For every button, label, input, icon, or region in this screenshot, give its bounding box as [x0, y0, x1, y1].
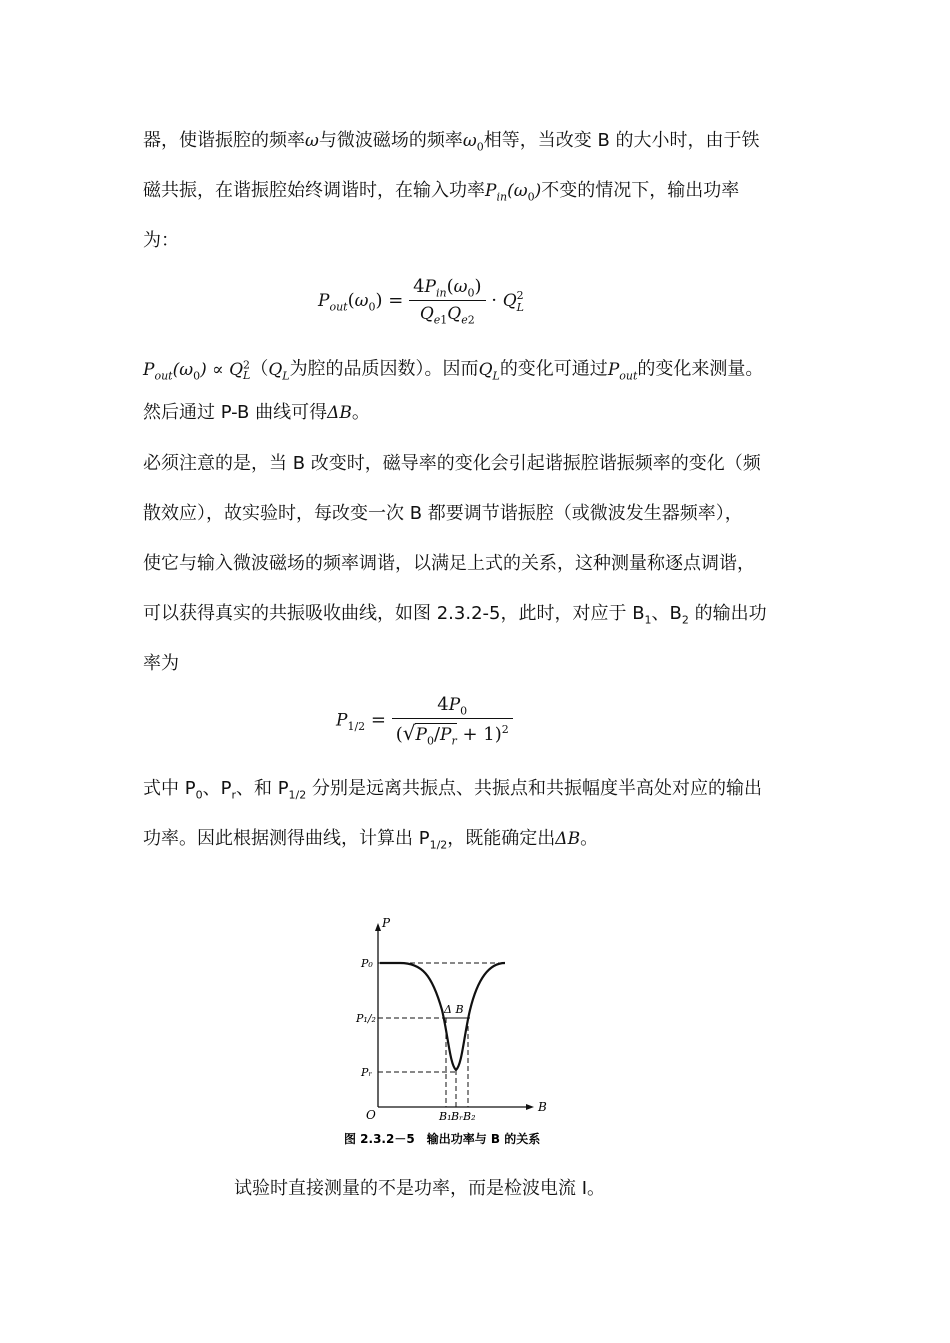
paragraph-3-line-3: 使它与输入微波磁场的频率调谐，以满足上式的关系，这种测量称逐点调谐， [143, 553, 755, 574]
text-span: 器，使谐振腔的频率 [143, 130, 305, 151]
paragraph-1-line-1 [143, 128, 813, 160]
text-span: 功率。因此根据测得曲线，计算出 P [143, 828, 430, 849]
text-span: 然后通过 P-B 曲线可得 [143, 402, 328, 423]
text-span: 的变化来测量。 [637, 358, 764, 380]
text-span: 。 [351, 402, 370, 423]
b1-label: B₁ [439, 1110, 452, 1123]
text-span: 不变的情况下，输出功率 [541, 180, 740, 201]
figure-caption: 图 2.3.2－5 输出功率与 B 的关系 [344, 1132, 541, 1146]
resonance-curve-plot [340, 915, 580, 1150]
delta-b-symbol: ΔB [555, 829, 581, 849]
y-axis-arrow [375, 923, 381, 931]
pr-label: Pᵣ [361, 1066, 373, 1079]
p0-label: P₀ [361, 957, 373, 970]
paragraph-4-line-2: 功率。因此根据测得曲线，计算出 $P_{1/2}$，既能确定出ΔB。 [143, 828, 599, 852]
text-span: 磁共振，在谐振腔始终调谐时，在输入功率 [143, 180, 485, 201]
paragraph-3-line-4: 可以获得真实的共振吸收曲线，如图 2.3.2-5，此时，对应于 $B_1$、$B_2$ 的输出功 [143, 603, 767, 627]
phalf-label: P₁/₂ [356, 1012, 376, 1025]
equation-pout: $P_{out}(\omega_0)$ = $\frac{4P_{in}(\omega_0)}{Q_{e1}Q_{e2}}$ · $Q^2_L$ [318, 276, 524, 327]
closing-line: 试验时直接测量的不是功率，而是检波电流 I。 [234, 1178, 606, 1199]
text-span: （ [250, 358, 269, 380]
ql-symbol: $Q_L$ [268, 359, 290, 383]
text-span: 、和 P [235, 778, 289, 799]
paragraph-3-line-1: 必须注意的是，当 B 改变时，磁导率的变化会引起谐振腔谐振频率的变化（频 [143, 453, 761, 474]
paragraph-1-line-3 [143, 228, 813, 254]
paragraph-2-line-2 [143, 400, 813, 426]
text-span: ，既能确定出 [447, 828, 556, 849]
paragraph-4-line-1: 式中 $P_0$、$P_r$、和 $P_{1/2}$ 分别是远离共振点、共振点和共振幅度半高处对应的输出 [143, 778, 762, 802]
text-span: 可以获得真实的共振吸收曲线，如图 2.3.2-5，此时，对应于 B [143, 603, 645, 624]
pout-symbol: $P_{out}$ [607, 359, 638, 383]
text-span: 、P [202, 778, 232, 799]
paragraph-3-line-2: 散效应），故实验时，每改变一次 B 都要调节谐振腔（或微波发生器频率）， [143, 503, 743, 524]
equation-p-half: $P_{1/2}$ = $\frac{4P_0}{(√P_0/P_r + 1)^2}$ [336, 694, 513, 747]
x-axis-label: B [538, 1100, 547, 1114]
text-span: 的变化可通过 [499, 358, 608, 380]
text-span: 的输出功 [688, 603, 767, 624]
text-span: 分别是远离共振点、共振点和共振幅度半高处对应的输出 [306, 778, 762, 799]
ql-symbol: $Q_L$ [478, 359, 500, 383]
text-span: 。 [580, 828, 599, 849]
text-span: 、B [651, 603, 682, 624]
omega-symbol: ω [305, 131, 319, 151]
x-axis-arrow [526, 1104, 534, 1110]
pin-symbol: $P_{in}(\omega_0)$ [485, 181, 542, 204]
b2-label: B₂ [463, 1110, 476, 1123]
omega0-symbol: $\omega_0$ [462, 131, 484, 154]
text-span: 与微波磁场的频率 [318, 130, 463, 151]
pout-symbol: $P_{out}(\omega_0) \propto Q^2_L$ [143, 358, 251, 383]
paragraph-2-line-1 [143, 352, 813, 389]
paragraph-3-line-5: 率为 [143, 653, 179, 674]
figure-power-vs-b [340, 915, 580, 1154]
text-span: 式中 P [143, 778, 196, 799]
text-span: 相等，当改变 B 的大小时，由于铁 [483, 130, 760, 151]
text-span: 为腔的品质因数）。因而 [289, 358, 479, 380]
delta-b-label: Δ B [444, 1003, 464, 1016]
origin-label: O [366, 1108, 376, 1122]
paragraph-1-line-2 [143, 178, 813, 210]
resonance-curve [380, 963, 505, 1070]
text-span: 为： [143, 230, 179, 251]
delta-b-symbol: ΔB [327, 403, 352, 423]
br-label: Bᵣ [451, 1110, 463, 1123]
y-axis-label: P [382, 916, 391, 930]
